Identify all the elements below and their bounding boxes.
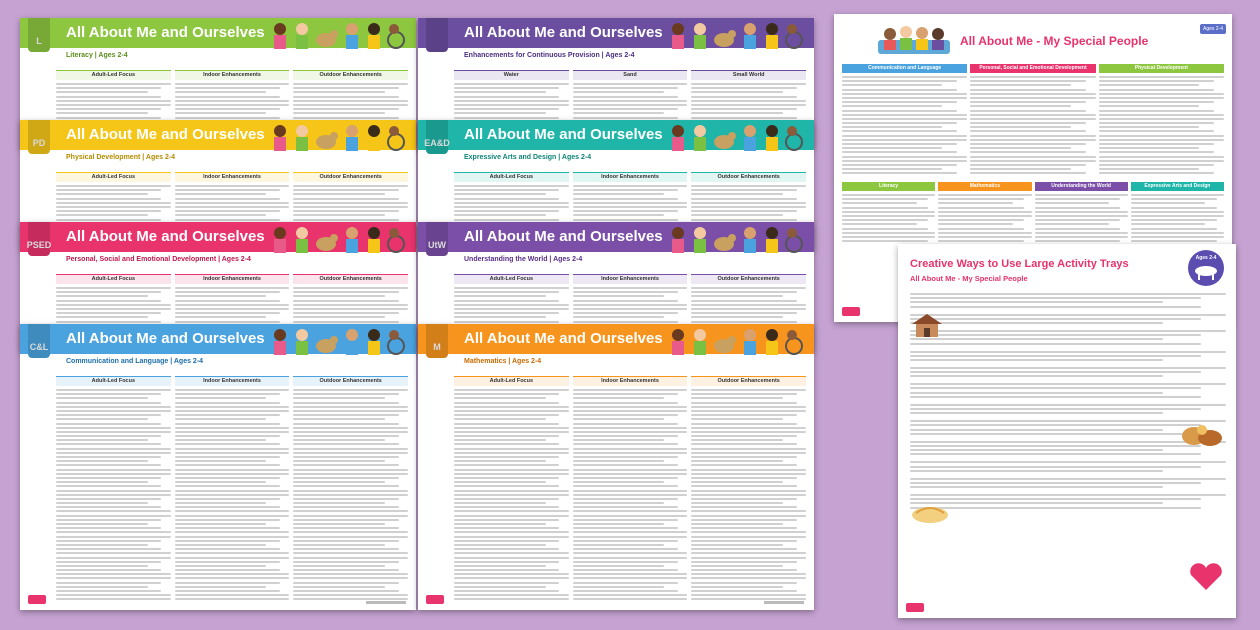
area-tab: EA&D [426, 120, 448, 154]
area-column-header: Mathematics [938, 182, 1031, 191]
sheet-subtitle: Understanding the World | Ages 2-4 [464, 256, 583, 263]
sheet-subtitle: Personal, Social and Emotional Development | Ages 2-4 [66, 256, 251, 263]
area-column [970, 64, 1095, 177]
children-illustration [268, 20, 408, 50]
column [573, 376, 688, 603]
children-illustration [268, 122, 408, 152]
column-header: Outdoor Enhancements [691, 274, 806, 284]
column [293, 376, 408, 603]
column-header: Outdoor Enhancements [293, 70, 408, 80]
area-column [1035, 182, 1128, 244]
sheet-subtitle: Physical Development | Ages 2-4 [66, 154, 176, 161]
brand-logo [842, 307, 860, 316]
area-column [1131, 182, 1224, 244]
sheet-header [418, 120, 814, 150]
area-tab: PSED [28, 222, 50, 256]
column-header: Adult-Led Focus [56, 172, 171, 182]
special-people-title: All About Me - My Special People [960, 34, 1149, 48]
paragraph [910, 351, 1226, 361]
children-illustration [666, 224, 806, 254]
area-tab: C&L [28, 324, 50, 358]
area-column [842, 182, 935, 244]
children-illustration [666, 122, 806, 152]
column [175, 376, 290, 603]
column-text [56, 389, 171, 600]
url-text [366, 601, 406, 604]
sheet-subtitle: Literacy | Ages 2-4 [66, 52, 128, 59]
area-column [938, 182, 1031, 244]
brand-logo [426, 595, 444, 604]
column-header: Adult-Led Focus [454, 172, 569, 182]
column-header: Adult-Led Focus [56, 274, 171, 284]
sheet-header [20, 222, 416, 252]
paragraph [910, 441, 1226, 456]
column-header: Outdoor Enhancements [293, 172, 408, 182]
column-header: Indoor Enhancements [573, 274, 688, 284]
area-column-header: Physical Development [1099, 64, 1224, 73]
column-header: Outdoor Enhancements [691, 172, 806, 182]
url-text [764, 601, 804, 604]
area-column-text [1099, 76, 1224, 174]
sheet-title: All About Me and Ourselves [464, 228, 663, 245]
children-illustration [666, 326, 806, 356]
sheet-title: All About Me and Ourselves [66, 228, 265, 245]
paragraph [910, 367, 1226, 377]
column-text [573, 389, 688, 600]
area-column-text [842, 76, 967, 174]
area-column-text [1035, 194, 1128, 242]
sheet-header [20, 120, 416, 150]
children-illustration [666, 20, 806, 50]
column-text [293, 389, 408, 600]
sheet-subtitle: Communication and Language | Ages 2-4 [66, 358, 204, 365]
column-header: Adult-Led Focus [56, 70, 171, 80]
column-header: Adult-Led Focus [454, 274, 569, 284]
area-column-header: Personal, Social and Emotional Development [970, 64, 1095, 73]
children-illustration [268, 326, 408, 356]
planning-sheet [418, 324, 814, 610]
column-header: Adult-Led Focus [56, 376, 171, 386]
hearts-illustration [1188, 562, 1224, 592]
column-header: Outdoor Enhancements [691, 376, 806, 386]
paragraph [910, 293, 1226, 308]
special-people-badge: Ages 2-4 [1200, 24, 1226, 34]
column [691, 376, 806, 603]
sheet-header [418, 222, 814, 252]
area-column-header: Expressive Arts and Design [1131, 182, 1224, 191]
sheet-subtitle: Mathematics | Ages 2-4 [464, 358, 542, 365]
area-tab: L [28, 18, 50, 52]
column-header: Outdoor Enhancements [293, 274, 408, 284]
column-header: Adult-Led Focus [454, 376, 569, 386]
column-header: Indoor Enhancements [175, 274, 290, 284]
brand-logo [906, 603, 924, 612]
column-header: Outdoor Enhancements [293, 376, 408, 386]
sheet-header [20, 324, 416, 354]
paragraph [910, 420, 1226, 435]
house-illustration [910, 312, 944, 338]
area-column [842, 64, 967, 177]
column-header: Indoor Enhancements [175, 70, 290, 80]
sheet-header [418, 324, 814, 354]
sheet-header [418, 18, 814, 48]
people-illustration [874, 22, 954, 56]
paragraph [910, 404, 1226, 414]
paragraph [910, 314, 1226, 324]
column-text [175, 389, 290, 600]
column-text [691, 389, 806, 600]
column-header: Sand [573, 70, 688, 80]
paragraph [910, 461, 1226, 471]
area-column-text [970, 76, 1095, 174]
tray-icon [1188, 250, 1224, 286]
sheet-subtitle: Expressive Arts and Design | Ages 2-4 [464, 154, 592, 161]
column [56, 376, 171, 603]
sheet-title: All About Me and Ourselves [464, 330, 663, 347]
column-header: Indoor Enhancements [175, 376, 290, 386]
column-text [454, 389, 569, 600]
sheet-title: All About Me and Ourselves [66, 330, 265, 347]
paragraph [910, 330, 1226, 345]
planning-sheet [20, 324, 416, 610]
trays-title: Creative Ways to Use Large Activity Trays [910, 258, 1129, 270]
paragraph [910, 494, 1226, 509]
column-header: Indoor Enhancements [573, 376, 688, 386]
area-column-text [842, 194, 935, 242]
tray-badge-label: Ages 2-4 [1195, 255, 1217, 261]
pasta-illustration [910, 499, 950, 525]
area-column-text [1131, 194, 1224, 242]
area-column-header: Understanding the World [1035, 182, 1128, 191]
tray-badge [1188, 250, 1224, 286]
area-tab [426, 18, 448, 52]
area-tab: M [426, 324, 448, 358]
sheet-header [20, 18, 416, 48]
brand-logo [28, 595, 46, 604]
column-header: Indoor Enhancements [573, 172, 688, 182]
area-column [1099, 64, 1224, 177]
trays-sheet [898, 244, 1236, 618]
bread-illustration [1180, 420, 1224, 450]
trays-subtitle: All About Me - My Special People [910, 274, 1028, 283]
column [454, 376, 569, 603]
sheet-title: All About Me and Ourselves [66, 126, 265, 143]
column-header: Small World [691, 70, 806, 80]
area-tab: PD [28, 120, 50, 154]
column-header: Water [454, 70, 569, 80]
area-column-header: Literacy [842, 182, 935, 191]
area-column-text [938, 194, 1031, 242]
sheet-subtitle: Enhancements for Continuous Provision | Ages 2-4 [464, 52, 635, 59]
paragraph [910, 383, 1226, 398]
paragraph [910, 478, 1226, 488]
sheet-title: All About Me and Ourselves [464, 126, 663, 143]
column-header: Indoor Enhancements [175, 172, 290, 182]
area-column-header: Communication and Language [842, 64, 967, 73]
children-illustration [268, 224, 408, 254]
sheet-title: All About Me and Ourselves [66, 24, 265, 41]
area-tab: UtW [426, 222, 448, 256]
sheet-title: All About Me and Ourselves [464, 24, 663, 41]
